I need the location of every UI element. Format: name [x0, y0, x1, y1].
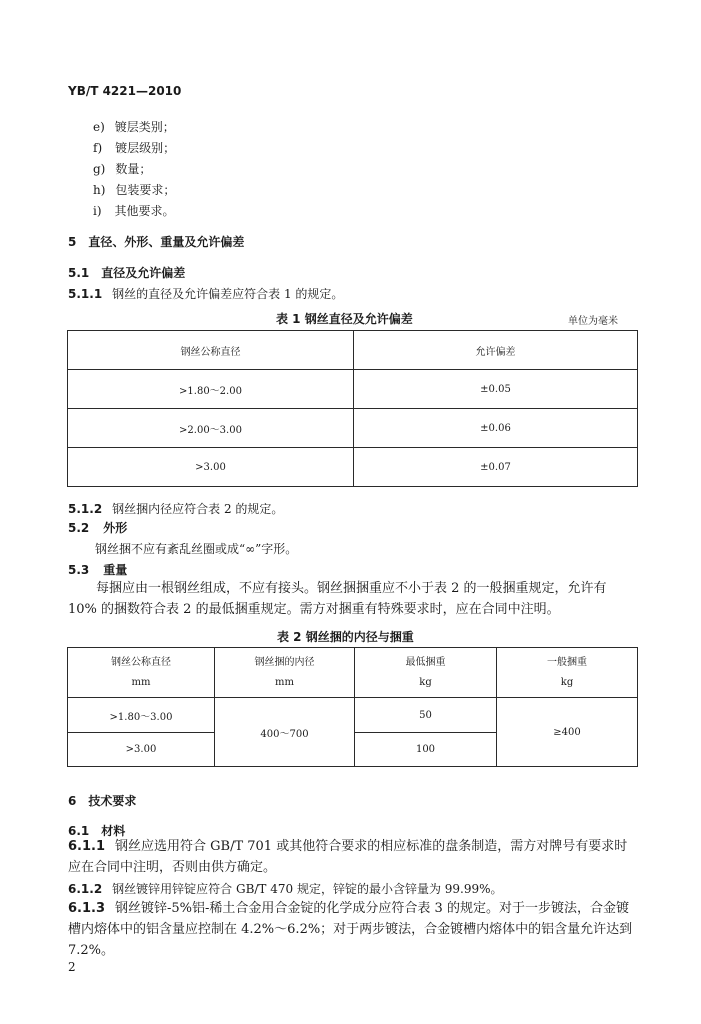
- section-5-2-heading: 5.2 外形: [68, 521, 128, 535]
- table-cell: ±0.07: [354, 448, 638, 487]
- table-header-cell: 允许偏差: [354, 331, 638, 370]
- table-row: [68, 698, 638, 733]
- table-cell: >1.80～2.00: [68, 370, 354, 409]
- list-item: i) 其他要求。: [93, 204, 175, 218]
- list-item: e) 镀层类别；: [93, 120, 175, 134]
- table-1-caption: 表 1 钢丝直径及允许偏差: [276, 312, 413, 326]
- section-5-heading: 5 直径、外形、重量及允许偏差: [68, 235, 245, 249]
- section-5-1-heading: 5.1 直径及允许偏差: [68, 266, 186, 280]
- section-5-3-heading: 5.3 重量: [68, 563, 128, 577]
- list-item: h) 包装要求；: [93, 183, 176, 197]
- table-row: [68, 409, 638, 448]
- clause-5-1-1: 5.1.1 钢丝的直径及允许偏差应符合表 1 的规定。: [68, 287, 344, 301]
- table-cell: >2.00～3.00: [68, 409, 354, 448]
- table-header-cell: 一般捆重 kg: [497, 648, 638, 698]
- list-item: g) 数量；: [93, 162, 152, 176]
- clause-5-1-2: 5.1.2 钢丝捆内径应符合表 2 的规定。: [68, 502, 284, 516]
- table-cell: ±0.06: [354, 409, 638, 448]
- table-2: [67, 647, 638, 767]
- table-1-unit: 单位为毫米: [568, 316, 618, 327]
- table-row: [68, 370, 638, 409]
- standard-code: YB/T 4221—2010: [68, 84, 182, 98]
- clause-6-1-3: 6.1.3 钢丝镀锌-5%铝-稀土合金用合金锭的化学成分应符合表 3 的规定。对于一步镀法，合金镀槽内熔体中的铝含量应控制在 4.2%～6.2%；对于两步镀法，合金镀槽内熔体中的铝含量允许达到 7.2%。: [68, 901, 633, 958]
- table-2-caption: 表 2 钢丝捆的内径与捆重: [277, 630, 414, 644]
- table-cell: >1.80～3.00: [68, 698, 215, 733]
- section-6-1-heading: 6.1 材料: [68, 824, 126, 838]
- table-cell-general-weight: ≥400: [497, 698, 638, 767]
- clause-6-1-1: 6.1.1 钢丝应选用符合 GB/T 701 或其他符合要求的相应标准的盘条制造，需方对牌号有要求时应在合同中注明，否则由供方确定。: [68, 839, 628, 875]
- table-row: [68, 448, 638, 487]
- table-cell: 100: [355, 733, 497, 767]
- table-header-cell: 钢丝捆的内径 mm: [215, 648, 355, 698]
- list-item: f) 镀层级别；: [93, 141, 176, 155]
- table-header-row: [68, 648, 638, 698]
- table-cell-inner-diameter: 400～700: [215, 698, 355, 767]
- table-cell: ±0.05: [354, 370, 638, 409]
- table-1: [67, 330, 638, 487]
- table-cell: >3.00: [68, 733, 215, 767]
- clause-6-1-2: 6.1.2 钢丝镀锌用锌锭应符合 GB/T 470 规定，锌锭的最小含锌量为 99.99%。: [68, 882, 503, 896]
- table-cell: >3.00: [68, 448, 354, 487]
- clause-5-3-text: 每捆应由一根钢丝组成，不应有接头。钢丝捆捆重应不小于表 2 的一般捆重规定，允许有 10% 的捆数符合表 2 的最低捆重规定。需方对捆重有特殊要求时，应在合同中注明。: [68, 581, 607, 617]
- table-header-row: [68, 331, 638, 370]
- table-header-cell: 最低捆重 kg: [355, 648, 497, 698]
- table-header-cell: 钢丝公称直径: [68, 331, 354, 370]
- section-6-heading: 6 技术要求: [68, 794, 137, 808]
- clause-5-2-text: 钢丝捆不应有紊乱丝圈或成“∞”字形。: [95, 542, 298, 556]
- table-cell: 50: [355, 698, 497, 733]
- table-header-cell: 钢丝公称直径 mm: [68, 648, 215, 698]
- page-number: 2: [68, 960, 76, 974]
